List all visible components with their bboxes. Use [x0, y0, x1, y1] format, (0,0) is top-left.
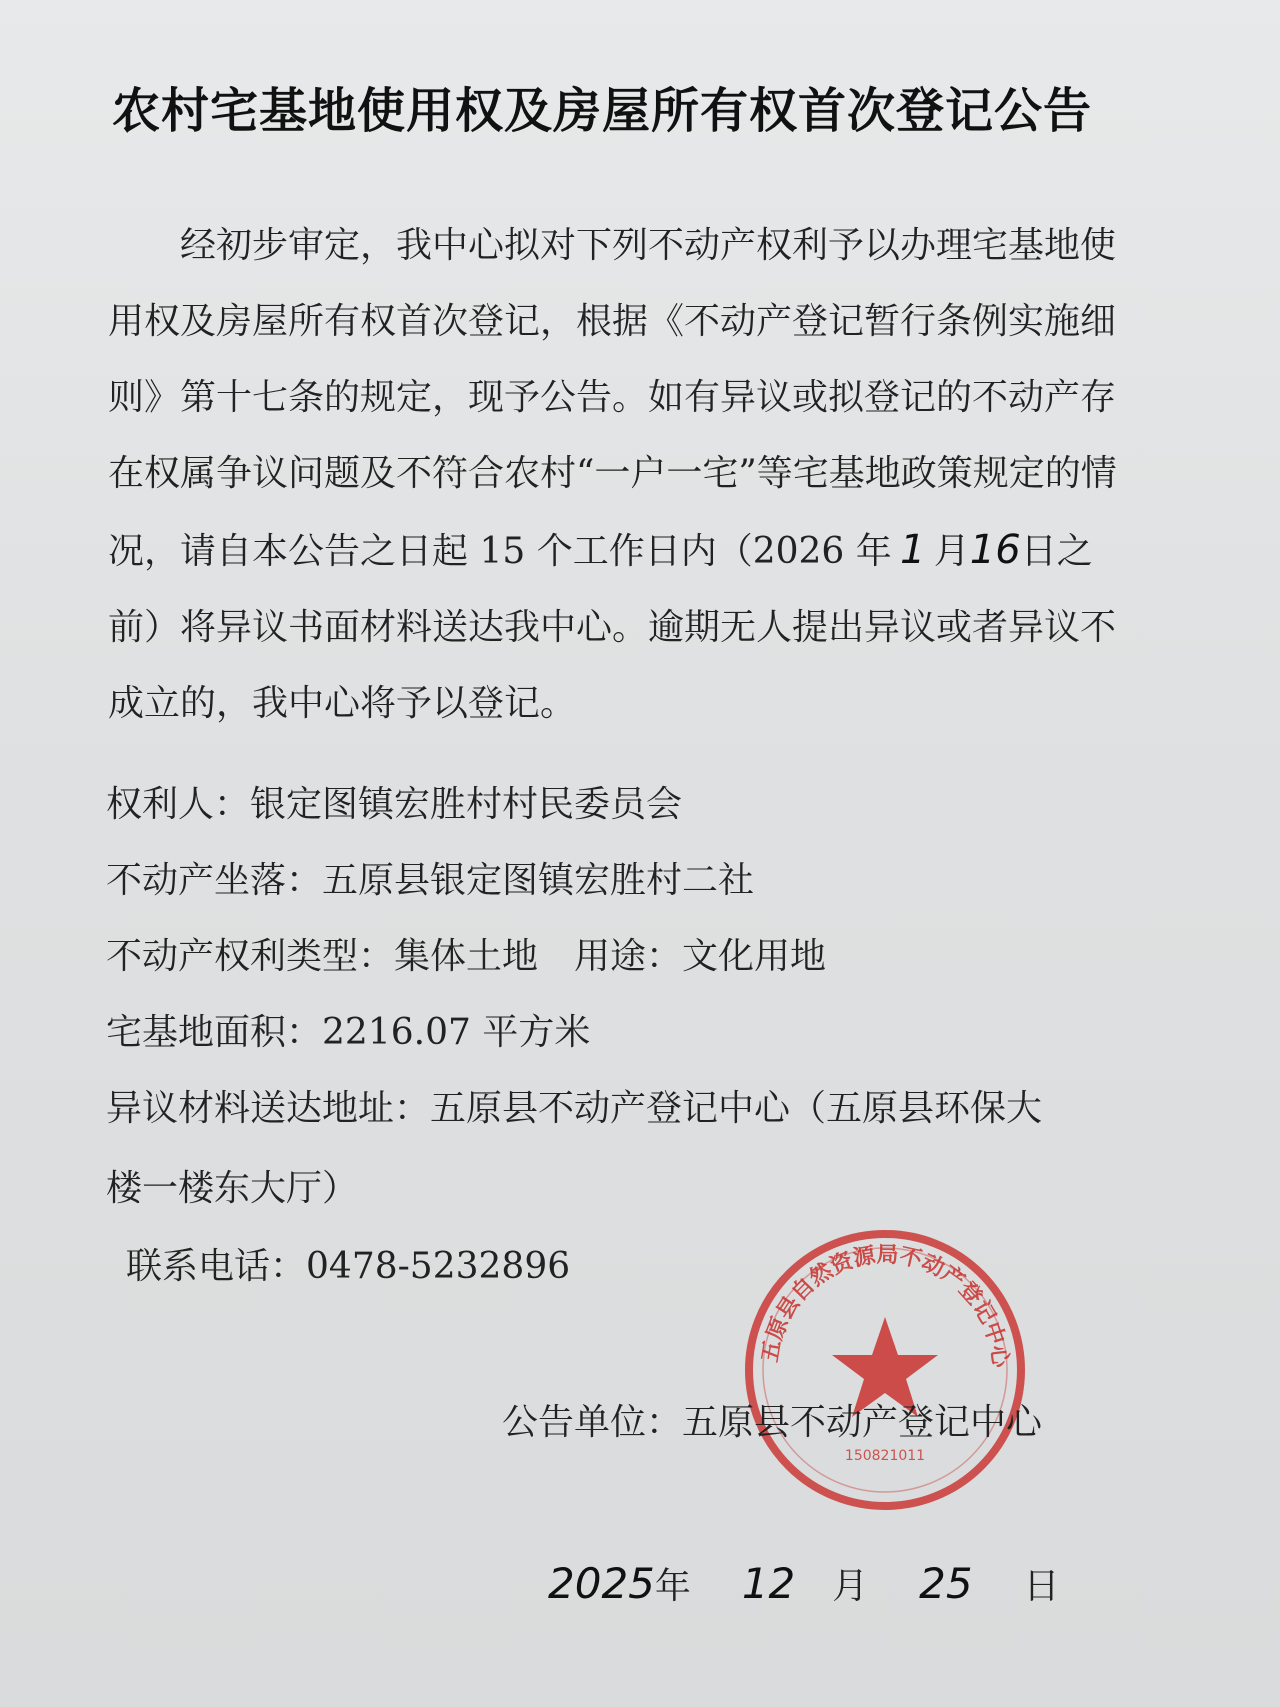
deadline-month-label: 月	[933, 531, 970, 572]
notice-body	[108, 208, 1120, 742]
land-use-label: 用途：	[574, 936, 683, 977]
official-seal-stamp	[740, 1225, 1030, 1515]
rights-type-value: 集体土地	[394, 936, 539, 977]
property-location-row	[106, 852, 754, 903]
property-location-value: 五原县银定图镇宏胜村二社	[322, 860, 755, 901]
notice-body-part1: 经初步审定，我中心拟对下列不动产权利予以办理宅基地使用权及房屋所有权首次登记，根据《不动产登记暂行条例实施细则》第十七条的规定，现予公告。如有异议或拟登记的不动产存在权属争议问题及不符合农村“一户一宅”等宅基地政策规定的情况，请自本公告之日起 15 个工作日内（2026 年	[108, 225, 1117, 572]
property-location-label: 不动产坐落：	[106, 860, 323, 901]
phone-value: 0478-5232896	[306, 1246, 571, 1287]
issuer-row	[502, 1394, 1042, 1445]
year-label: 年	[654, 1566, 691, 1607]
address-value-line2: 楼一楼东大厅）	[106, 1168, 359, 1209]
handwritten-month: 12	[741, 1559, 796, 1608]
land-use-value: 文化用地	[682, 936, 827, 977]
month-label: 月	[832, 1566, 869, 1607]
address-value-line1: 五原县不动产登记中心（五原县环保大	[430, 1088, 1043, 1129]
issuer-label: 公告单位：	[502, 1402, 683, 1443]
handwritten-deadline-day: 16	[969, 527, 1021, 573]
phone-label: 联系电话：	[126, 1246, 307, 1287]
notice-body-part2: 日之前）将异议书面材料送达我中心。逾期无人提出异议或者异议不成立的，我中心将予以登记。	[108, 531, 1117, 724]
area-row	[106, 1004, 590, 1055]
rights-holder-row	[106, 776, 682, 827]
document-title: 农村宅基地使用权及房屋所有权首次登记公告	[112, 83, 1093, 139]
stamp-code: 150821011	[844, 1448, 926, 1464]
issue-date	[548, 1558, 1059, 1609]
rights-type-label: 不动产权利类型：	[106, 936, 395, 977]
address-row-continued	[106, 1160, 358, 1211]
stamp-text: 五原县自然资源局不动产登记中心	[757, 1242, 1013, 1369]
rights-holder-label: 权利人：	[106, 784, 251, 825]
handwritten-year: 2025	[548, 1559, 655, 1608]
area-value: 2216.07 平方米	[322, 1012, 591, 1053]
issuer-value: 五原县不动产登记中心	[682, 1402, 1043, 1443]
rights-holder-value: 银定图镇宏胜村村民委员会	[250, 784, 683, 825]
handwritten-deadline-month: 1	[900, 527, 926, 573]
address-row	[106, 1080, 1042, 1131]
area-label: 宅基地面积：	[106, 1012, 323, 1053]
phone-row	[126, 1238, 570, 1289]
rights-type-row	[106, 928, 826, 979]
handwritten-day: 25	[919, 1559, 973, 1608]
day-label: 日	[1023, 1566, 1060, 1607]
address-label: 异议材料送达地址：	[106, 1088, 431, 1129]
